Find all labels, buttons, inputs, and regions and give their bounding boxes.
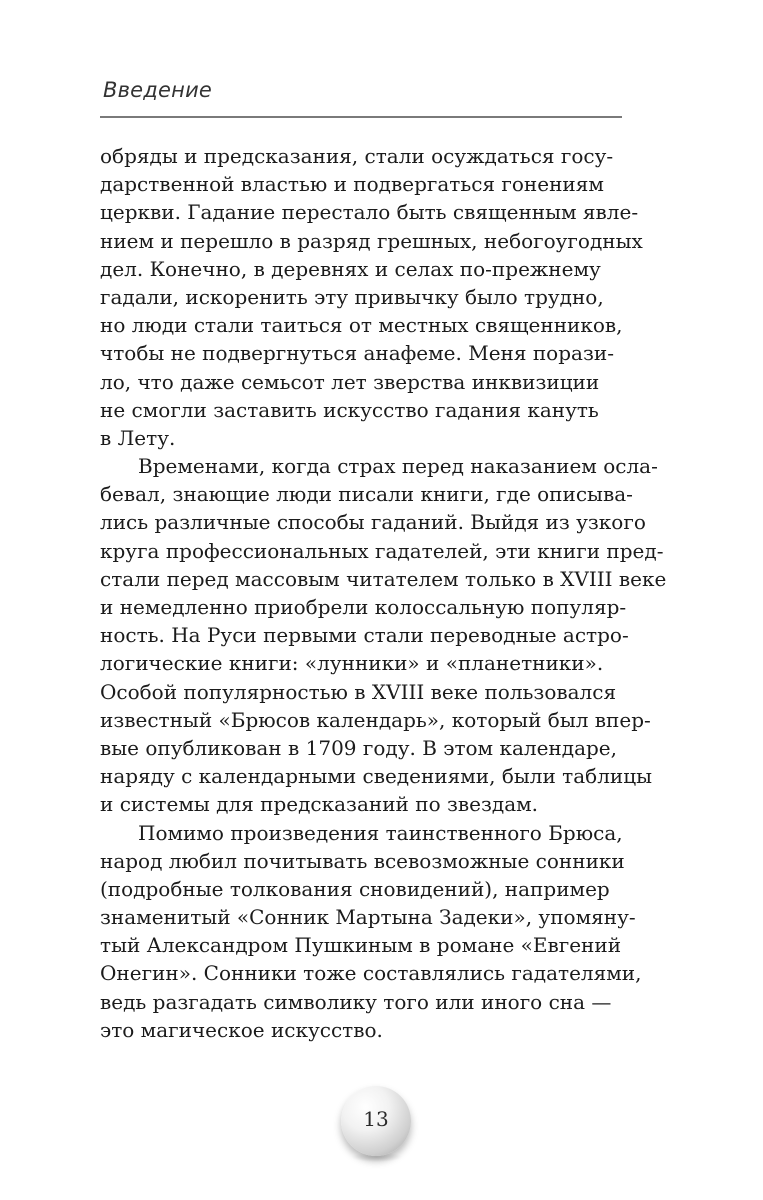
text-line: дарственной властью и подвергаться гонениям [100, 172, 604, 197]
text-line: лись различные способы гаданий. Выйдя из узкого [100, 510, 646, 535]
text-line: и немедленно приобрели колоссальную популяр- [100, 595, 627, 619]
text-line: логические книги: «лунники» и «планетники». [100, 651, 604, 676]
text-line: ведь разгадать символику того или иного сна — [100, 989, 612, 1014]
text-line: гадали, искоренить эту привычку было трудно, [100, 284, 604, 309]
page-number: 13 [363, 1107, 389, 1131]
text-line: народ любил почитывать всевозможные сонники [100, 848, 625, 873]
text-line: круга профессиональных гадателей, эти книги пред- [100, 538, 664, 563]
text-line: (подробные толкования сновидений), например [100, 876, 610, 901]
text-line: ло, что даже семьсот лет зверства инквизиции [100, 369, 600, 394]
text-line: Особой популярностью в XVIII веке пользовался [100, 679, 617, 704]
text-line: это магическое искусство. [100, 1017, 383, 1042]
text-line: и системы для предсказаний по звездам. [100, 792, 539, 817]
running-header: Введение [103, 78, 213, 102]
text-line: вые опубликован в 1709 году. В этом календаре, [100, 735, 617, 760]
text-line: но люди стали таиться от местных священников, [100, 313, 623, 338]
text-line: ность. На Руси первыми стали переводные астро- [100, 623, 629, 648]
page-number-badge [341, 1086, 411, 1156]
text-line: наряду с календарными сведениями, были таблицы [100, 764, 653, 789]
text-line: не смогли заставить искусство гадания кануть [100, 397, 599, 422]
text-line: церкви. Гадание перестало быть священным явле- [100, 200, 639, 225]
text-line: Временами, когда страх перед наказанием осла- [138, 454, 658, 479]
header-divider [100, 116, 622, 118]
body-text [100, 142, 667, 1044]
text-line: тый Александром Пушкиным в романе «Евгений [100, 933, 622, 958]
text-line: бевал, знающие люди писали книги, где описыва- [100, 482, 633, 507]
text-line: нием и перешло в разряд грешных, небогоугодных [100, 228, 643, 253]
text-line: обряды и предсказания, стали осуждаться госу- [100, 144, 614, 168]
text-line: знаменитый «Сонник Мартына Задеки», упомяну- [100, 905, 636, 930]
text-line: дел. Конечно, в деревнях и селах по-прежнему [100, 256, 601, 281]
paragraph-3 [100, 819, 652, 1045]
text-line: в Лету. [100, 425, 176, 450]
paragraph-1 [100, 142, 652, 452]
text-line: чтобы не подвергнуться анафеме. Меня порази- [100, 341, 614, 366]
text-line: стали перед массовым читателем только в XVIII веке [100, 566, 667, 591]
text-line: Онегин». Сонники тоже составлялись гадателями, [100, 961, 642, 986]
text-line: Помимо произведения таинственного Брюса, [138, 820, 623, 845]
text-line: известный «Брюсов календарь», который был впер- [100, 707, 651, 732]
paragraph-2 [100, 452, 667, 818]
